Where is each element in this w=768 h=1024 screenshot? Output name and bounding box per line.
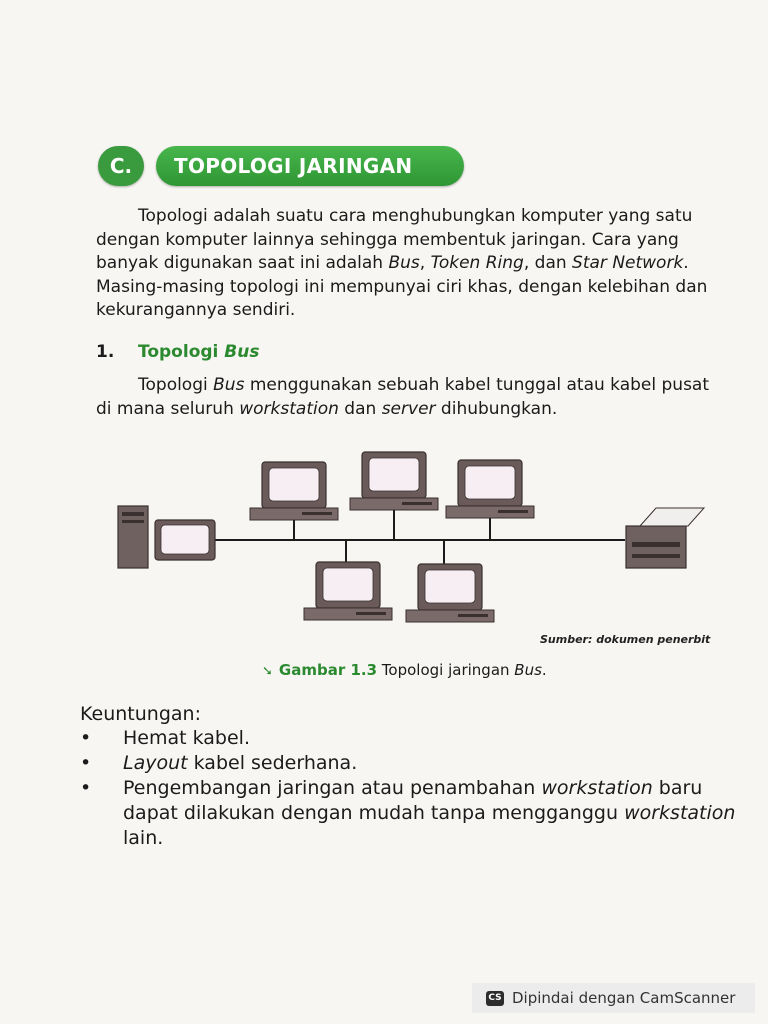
list-item: • Hemat kabel. [80,727,250,749]
workstation-icon [406,564,494,622]
workstation-icon [446,460,534,518]
bus-topology-diagram [110,448,710,633]
subheading-bus: 1. Topologi Bus [96,342,260,362]
camscanner-watermark [472,983,755,1013]
caption-arrow-icon: ➘ [262,664,273,679]
watermark-text: Dipindai dengan CamScanner [512,989,736,1007]
section-letter-badge: C. [98,146,144,186]
server-tower-icon [118,506,148,568]
workstation-icon [350,452,438,510]
server-monitor-icon [155,520,215,560]
intro-paragraph: Topologi adalah suatu cara menghubungkan komputer yang satu dengan komputer lainnya sehingga membentuk jaringan. Cara yang banyak digunakan saat ini adalah Bus, Token Ring, dan Star Network. Masing-masing topologi ini mempunyai ciri khas, dengan kelebihan dan kekurangannya sendiri. [96,206,708,320]
list-item: • Layout kabel sederhana. [80,752,358,774]
figure-source: Sumber: dokumen penerbit [540,633,711,646]
workstation-icon [304,562,392,620]
advantages-list [80,726,750,851]
bus-paragraph: Topologi Bus menggunakan sebuah kabel tunggal atau kabel pusat di mana seluruh workstation dan server dihubungkan. [96,375,710,419]
camscanner-logo-icon: CS [486,991,504,1006]
section-title: TOPOLOGI JARINGAN [156,146,464,186]
figure-caption: ➘ Gambar 1.3 Topologi jaringan Bus. [262,661,547,679]
printer-icon [626,508,704,568]
list-item: • Pengembangan jaringan atau penambahan workstation baru dapat dilakukan dengan mudah tanpa mengganggu workstation lain. [80,777,736,849]
workstation-icon [250,462,338,520]
advantages-title: Keuntungan: [80,703,201,725]
